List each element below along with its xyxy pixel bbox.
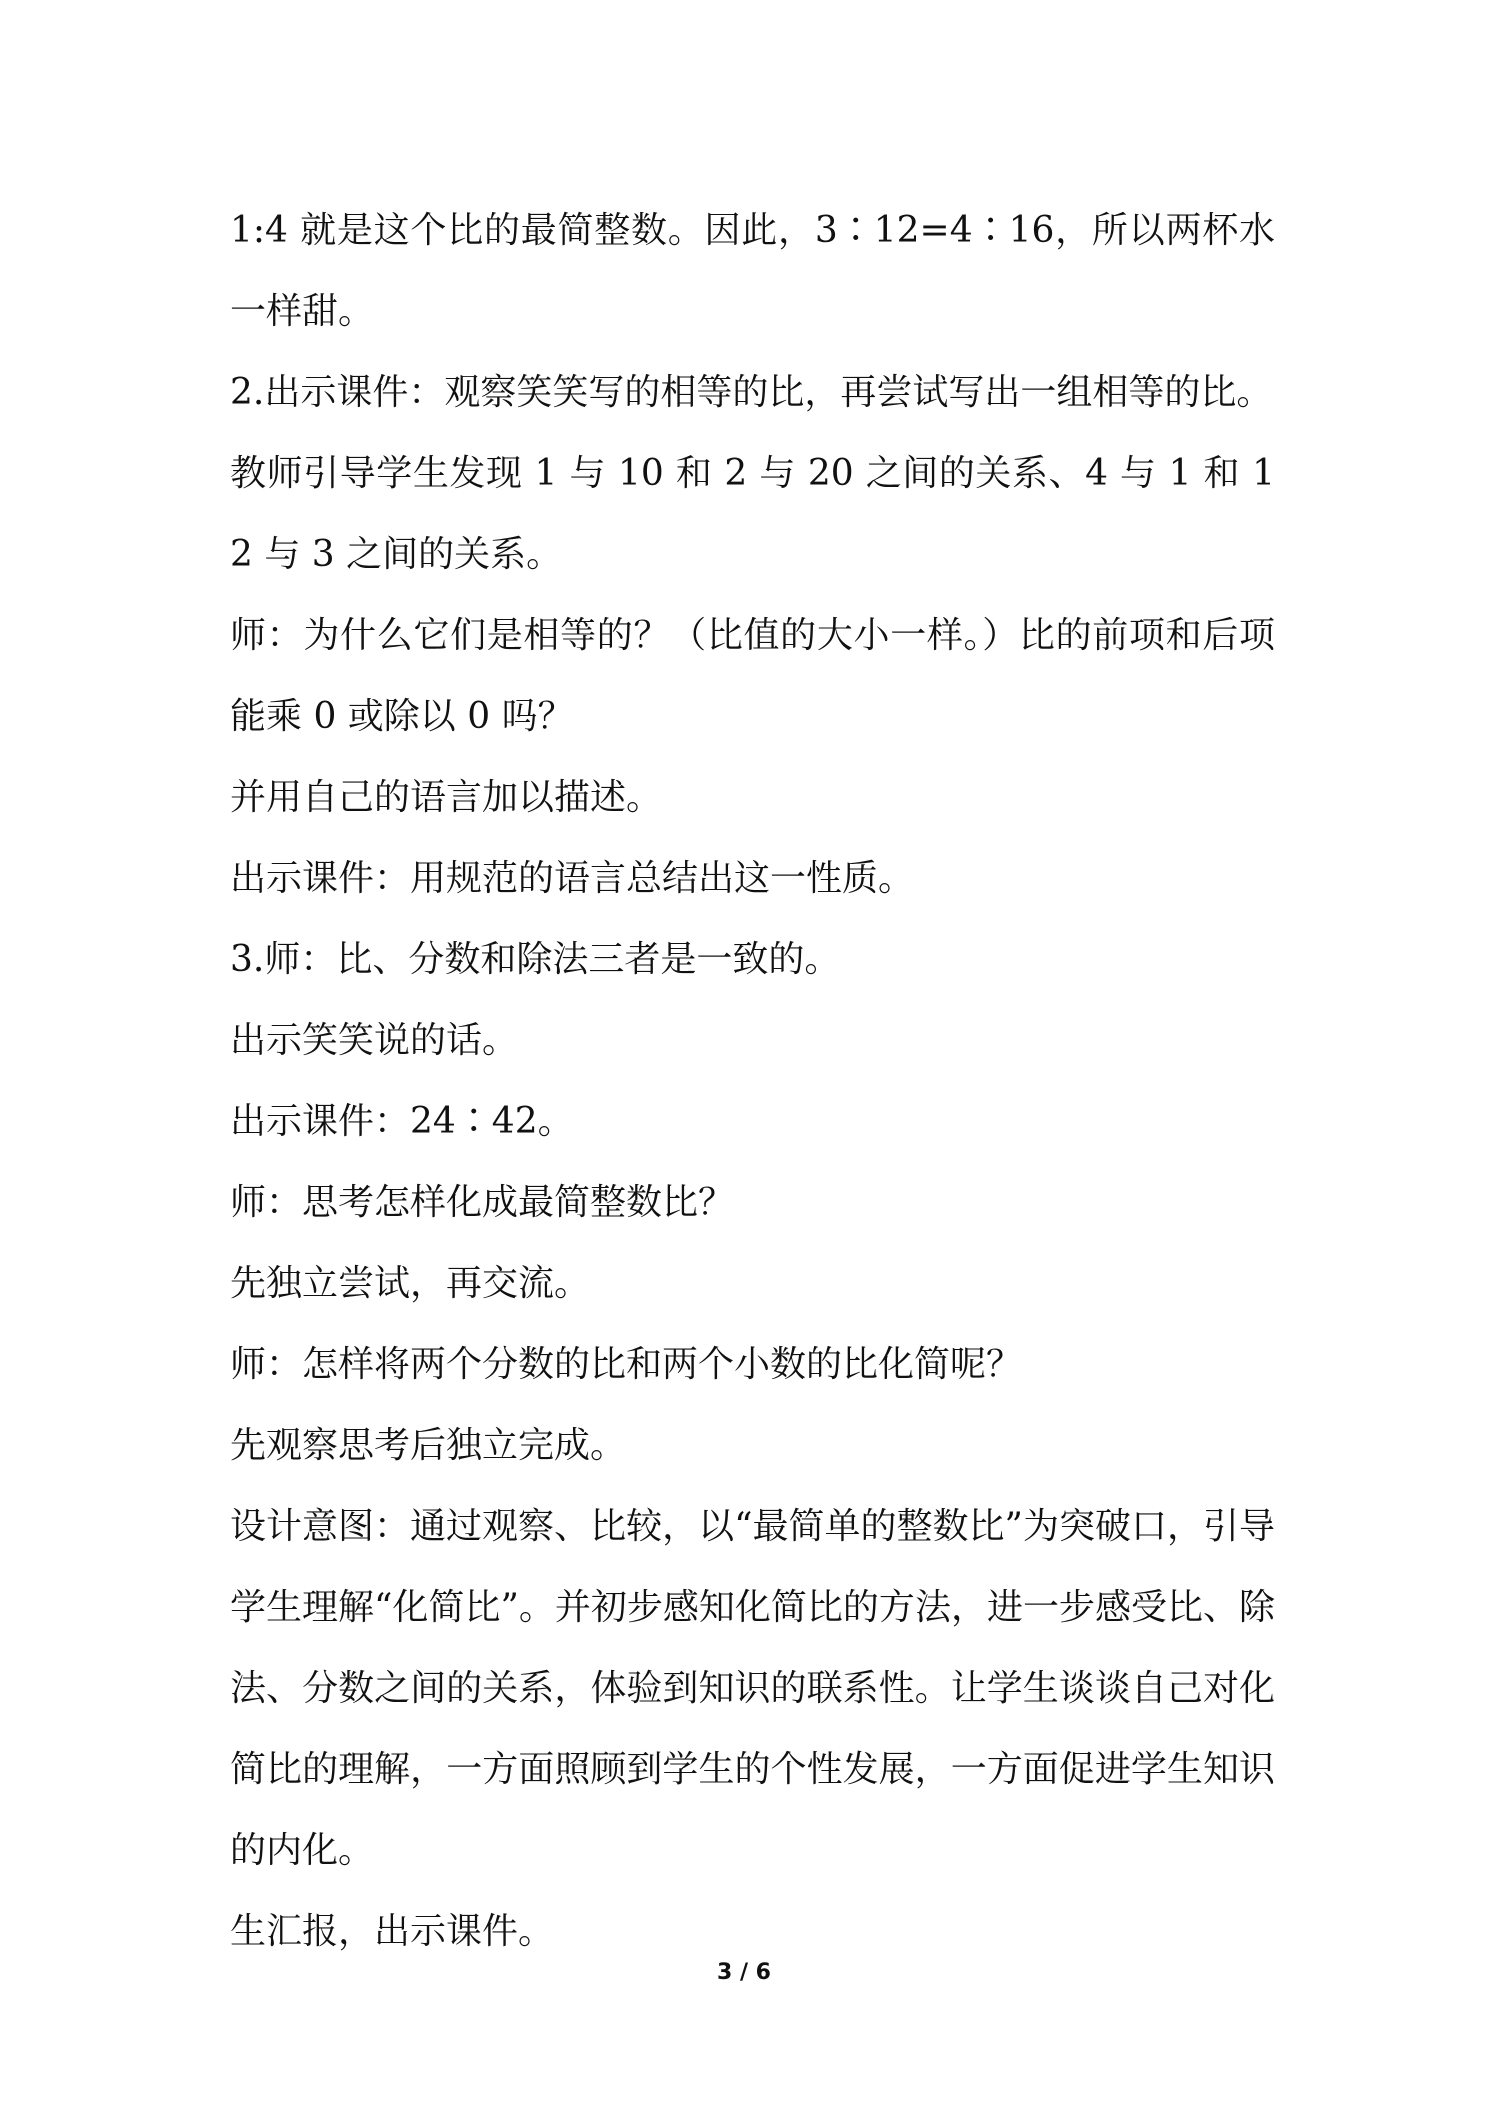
document-body (230, 190, 1275, 1972)
paragraph-summarize-property: 出示课件：用规范的语言总结出这一性质。 (230, 858, 915, 899)
paragraph-describe: 并用自己的语言加以描述。 (230, 777, 663, 818)
paragraph-teacher-guide: 教师引导学生发现 1 与 10 和 2 与 20 之间的关系、4 与 1 和 12 与 3 之间的关系。 (230, 453, 1275, 575)
paragraph-show-words: 出示笑笑说的话。 (230, 1020, 519, 1061)
paragraph-simplify-fractions-decimals: 师：怎样将两个分数的比和两个小数的比化简呢？ (230, 1344, 1023, 1385)
paragraph-teacher-question: 师：为什么它们是相等的？（比值的大小一样。）比的前项和后项能乘 0 或除以 0 吗？ (230, 615, 1275, 737)
paragraph-observe-complete: 先观察思考后独立完成。 (230, 1425, 627, 1466)
paragraph-try-discuss: 先独立尝试，再交流。 (230, 1263, 591, 1304)
paragraph-ratio-fraction-division: 3.师：比、分数和除法三者是一致的。 (230, 939, 841, 980)
paragraph-show-ratio: 出示课件：24∶42。 (230, 1101, 574, 1142)
paragraph-simplest-ratio: 1:4 就是这个比的最简整数。因此，3∶12=4∶16，所以两杯水一样甜。 (230, 210, 1275, 332)
paragraph-think-simplify: 师：思考怎样化成最简整数比？ (230, 1182, 735, 1223)
paragraph-student-report: 生汇报，出示课件。 (230, 1911, 555, 1952)
paragraph-design-intent: 设计意图：通过观察、比较，以“最简单的整数比”为突破口，引导学生理解“化简比”。并初步感知化简比的方法，进一步感受比、除法、分数之间的关系，体验到知识的联系性。让学生谈谈自己对化简比的理解，一方面照顾到学生的个性发展，一方面促进学生知识的内化。 (230, 1506, 1275, 1871)
paragraph-courseware-equal-ratios: 2.出示课件：观察笑笑写的相等的比，再尝试写出一组相等的比。 (230, 372, 1273, 413)
page-number: 3 / 6 (717, 1960, 771, 1985)
